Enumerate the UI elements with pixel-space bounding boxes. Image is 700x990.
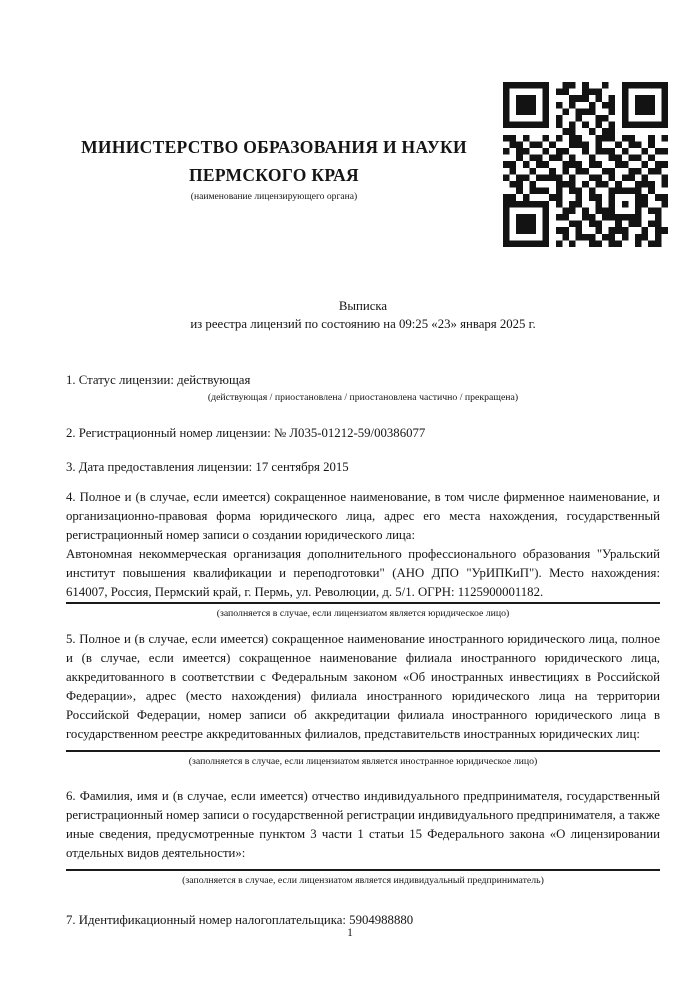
qr-code-icon [503, 82, 668, 247]
item-1-status-options-note: (действующая / приостановлена / приостановлена частично / прекращена) [207, 392, 519, 403]
item-4-legal-entity-label: 4. Полное и (в случае, если имеется) сокращенное наименование, в том числе фирменное наименование, и организационно-правовая форма юридического лица, адрес его места нахождения, государственный регистрационный номер записи о создании юридического лица: [66, 490, 660, 542]
item-7-taxpayer-number: 7. Идентификационный номер налогоплательщика: 5904988880 [66, 913, 414, 927]
document-title-line1: Выписка [338, 299, 388, 313]
licensing-authority-name [58, 133, 490, 189]
item-4-legal-entity-value: Автономная некоммерческая организация дополнительного профессионального образования "Уральский институт повышения квалификации и переподготовки" (АНО ДПО "УрИПКиП"). Место нахождения: 614007, Россия, Пермский край, г. Пермь, ул. Революции, д. 5/1. ОГРН: 1125900001182. [66, 547, 660, 599]
item-4-legal-entity-note: (заполняется в случае, если лицензиатом является юридическое лицо) [216, 608, 510, 619]
item-6-entrepreneur-label: 6. Фамилия, имя и (в случае, если имеется) отчество индивидуального предпринимателя, государственный регистрационный номер записи о государственной регистрации индивидуального предпринимателя, а также иные сведения, предусмотренные пунктом 3 части 1 статьи 15 Федерального закона «О лицензировании отдельных видов деятельности»: [66, 789, 660, 860]
document-title [66, 297, 660, 333]
item-2-registration-number: 2. Регистрационный номер лицензии: № Л035-01212-59/00386077 [66, 426, 426, 440]
item-4-underline [66, 602, 660, 604]
item-3-license-grant-date: 3. Дата предоставления лицензии: 17 сентября 2015 [66, 460, 349, 474]
item-6-blank-underline [66, 869, 660, 871]
document-body [66, 371, 660, 930]
document-title-line2: из реестра лицензий по состоянию на 09:25 «23» января 2025 г. [190, 317, 536, 331]
licensing-authority-line1: МИНИСТЕРСТВО ОБРАЗОВАНИЯ И НАУКИ [81, 137, 467, 157]
licensing-authority-line2: ПЕРМСКОГО КРАЯ [189, 165, 359, 185]
licensing-authority-caption: (наименование лицензирующего органа) [190, 191, 358, 202]
page-number: 1 [347, 927, 353, 939]
item-6-entrepreneur-note: (заполняется в случае, если лицензиатом является индивидуальный предприниматель) [182, 875, 544, 886]
item-5-foreign-entity-note: (заполняется в случае, если лицензиатом является иностранное юридическое лицо) [188, 756, 538, 767]
item-1-license-status: 1. Статус лицензии: действующая [66, 373, 251, 387]
item-5-foreign-entity-label: 5. Полное и (в случае, если имеется) сокращенное наименование иностранного юридического лица, полное и (в случае, если имеется) сокращенное наименование филиала иностранного юридического лица, аккредитованного в соответствии с Федеральным законом «Об иностранных инвестициях в Российской Федерации», адрес (место нахождения) филиала иностранного юридического лица на территории Российской Федерации, номер записи об аккредитации филиала иностранного юридического лица в государственном реестре аккредитованных филиалов, представительств иностранных юридических лиц: [66, 632, 660, 741]
item-5-blank-underline [66, 750, 660, 752]
